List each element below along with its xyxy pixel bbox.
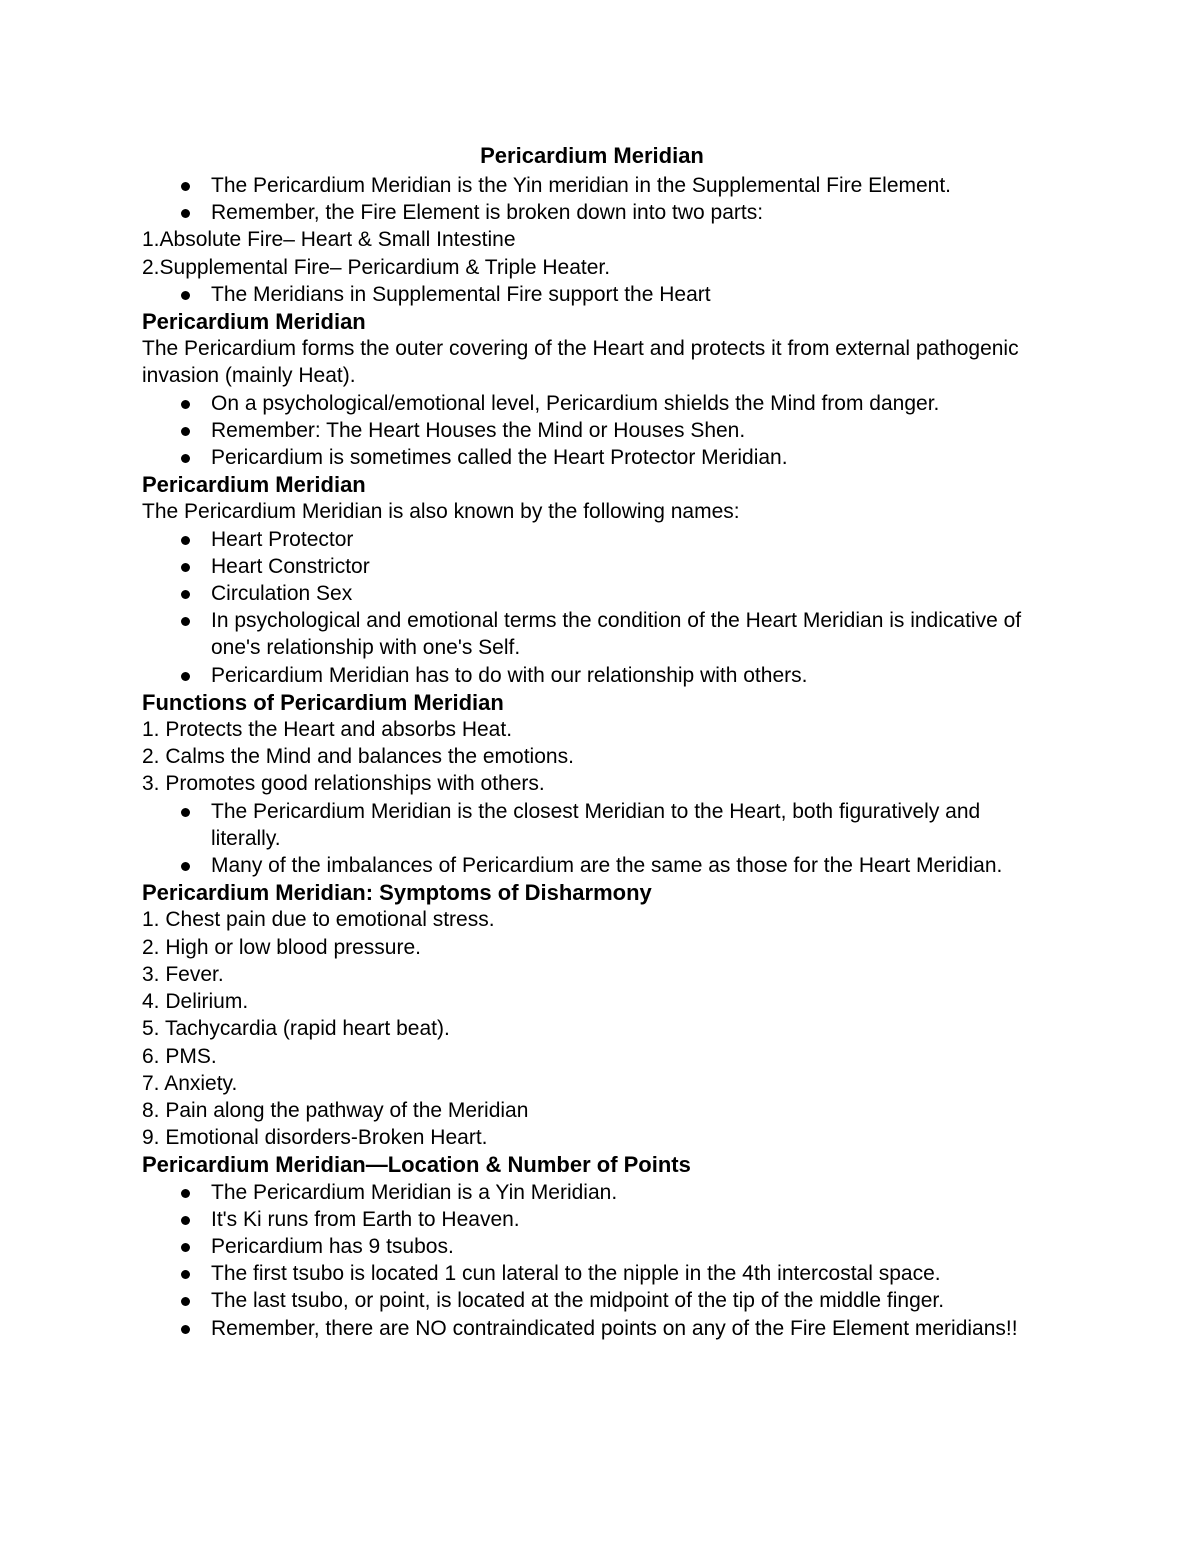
list-item-text: The last tsubo, or point, is located at the midpoint of the tip of the middle finger. bbox=[211, 1289, 945, 1313]
list-item bbox=[142, 417, 1042, 444]
intro-bullet-list-b bbox=[142, 281, 1042, 308]
numbered-line: 1. Protects the Heart and absorbs Heat. bbox=[142, 718, 513, 742]
numbered-line: 1. Chest pain due to emotional stress. bbox=[142, 908, 495, 932]
bullet-dot-icon bbox=[181, 808, 190, 817]
list-item-text: Pericardium Meridian has to do with our relationship with others. bbox=[211, 663, 808, 687]
section3-bullet-list bbox=[142, 526, 1042, 689]
bullet-dot-icon bbox=[181, 1216, 190, 1225]
list-item bbox=[142, 662, 1042, 689]
bullet-dot-icon bbox=[181, 291, 190, 300]
bullet-dot-icon bbox=[181, 1270, 190, 1279]
list-item-text: The Pericardium Meridian is the closest Meridian to the Heart, both figuratively and literally. bbox=[211, 799, 981, 850]
numbered-line: 8. Pain along the pathway of the Meridian bbox=[142, 1098, 529, 1122]
bullet-dot-icon bbox=[181, 400, 190, 409]
list-item bbox=[142, 281, 1042, 308]
bullet-dot-icon bbox=[181, 536, 190, 545]
document-page bbox=[142, 140, 1042, 1342]
page-title: Pericardium Meridian bbox=[480, 143, 704, 168]
numbered-line: 3. Promotes good relationships with others. bbox=[142, 772, 545, 796]
numbered-line: 2. Calms the Mind and balances the emotions. bbox=[142, 745, 574, 769]
list-item bbox=[142, 580, 1042, 607]
section-heading: Pericardium Meridian bbox=[142, 472, 366, 498]
list-item-text: The first tsubo is located 1 cun lateral to the nipple in the 4th intercostal space. bbox=[211, 1262, 941, 1286]
numbered-line: 4. Delirium. bbox=[142, 990, 249, 1014]
list-item-text: On a psychological/emotional level, Pericardium shields the Mind from danger. bbox=[211, 391, 940, 415]
list-item-text: Circulation Sex bbox=[211, 582, 353, 606]
list-item-text: Remember: The Heart Houses the Mind or Houses Shen. bbox=[211, 418, 746, 442]
list-item-text: In psychological and emotional terms the condition of the Heart Meridian is indicative of one's relationship with one's Self. bbox=[211, 609, 1022, 660]
list-item-text: The Pericardium Meridian is a Yin Meridian. bbox=[211, 1180, 618, 1204]
list-item-text: Remember, the Fire Element is broken down into two parts: bbox=[211, 201, 764, 225]
numbered-line: 3. Fever. bbox=[142, 962, 224, 986]
bullet-dot-icon bbox=[181, 1325, 190, 1334]
bullet-dot-icon bbox=[181, 454, 190, 463]
section-heading: Functions of Pericardium Meridian bbox=[142, 689, 504, 715]
list-item-text: The Pericardium Meridian is the Yin meridian in the Supplemental Fire Element. bbox=[211, 174, 952, 197]
list-item bbox=[142, 553, 1042, 580]
list-item bbox=[142, 852, 1042, 879]
section-paragraph: The Pericardium forms the outer covering of the Heart and protects it from external pathogenic invasion (mainly Heat). bbox=[142, 337, 1019, 388]
section-heading: Pericardium Meridian: Symptoms of Disharmony bbox=[142, 880, 652, 906]
list-item-text: Many of the imbalances of Pericardium are the same as those for the Heart Meridian. bbox=[211, 854, 1003, 878]
section6-bullet-list bbox=[142, 1179, 1042, 1342]
list-item bbox=[142, 1315, 1042, 1342]
list-item bbox=[142, 798, 1042, 852]
list-item-text: Pericardium is sometimes called the Heart Protector Meridian. bbox=[211, 446, 788, 470]
bullet-dot-icon bbox=[181, 1297, 190, 1306]
list-item bbox=[142, 172, 1042, 199]
bullet-dot-icon bbox=[181, 1243, 190, 1252]
list-item bbox=[142, 1260, 1042, 1287]
list-item-text: Heart Protector bbox=[211, 527, 354, 551]
list-item bbox=[142, 1179, 1042, 1206]
section4-bullet-list bbox=[142, 798, 1042, 880]
section-heading: Pericardium Meridian bbox=[142, 309, 366, 335]
numbered-line: 1.Absolute Fire– Heart & Small Intestine bbox=[142, 228, 516, 252]
bullet-dot-icon bbox=[181, 182, 190, 191]
numbered-line: 5. Tachycardia (rapid heart beat). bbox=[142, 1017, 450, 1041]
numbered-line: 2.Supplemental Fire– Pericardium & Triple Heater. bbox=[142, 255, 611, 279]
section-heading: Pericardium Meridian—Location & Number of Points bbox=[142, 1152, 691, 1178]
list-item bbox=[142, 607, 1042, 661]
numbered-line: 2. High or low blood pressure. bbox=[142, 935, 421, 959]
list-item-text: The Meridians in Supplemental Fire support the Heart bbox=[211, 282, 711, 306]
list-item-text: It's Ki runs from Earth to Heaven. bbox=[211, 1207, 520, 1231]
bullet-dot-icon bbox=[181, 590, 190, 599]
list-item bbox=[142, 390, 1042, 417]
bullet-dot-icon bbox=[181, 209, 190, 218]
list-item bbox=[142, 1206, 1042, 1233]
intro-bullet-list-a bbox=[142, 172, 1042, 226]
numbered-line: 7. Anxiety. bbox=[142, 1071, 238, 1095]
numbered-line: 6. PMS. bbox=[142, 1044, 217, 1068]
bullet-dot-icon bbox=[181, 1189, 190, 1198]
list-item bbox=[142, 199, 1042, 226]
list-item bbox=[142, 444, 1042, 471]
list-item-text: Remember, there are NO contraindicated points on any of the Fire Element meridians!! bbox=[211, 1316, 1018, 1340]
section-paragraph: The Pericardium Meridian is also known by the following names: bbox=[142, 500, 740, 524]
bullet-dot-icon bbox=[181, 862, 190, 871]
numbered-line: 9. Emotional disorders-Broken Heart. bbox=[142, 1126, 488, 1150]
section2-bullet-list bbox=[142, 390, 1042, 472]
bullet-dot-icon bbox=[181, 563, 190, 572]
bullet-dot-icon bbox=[181, 617, 190, 626]
list-item-text: Pericardium has 9 tsubos. bbox=[211, 1234, 454, 1258]
bullet-dot-icon bbox=[181, 427, 190, 436]
bullet-dot-icon bbox=[181, 672, 190, 681]
list-item-text: Heart Constrictor bbox=[211, 554, 370, 578]
list-item bbox=[142, 526, 1042, 553]
list-item bbox=[142, 1233, 1042, 1260]
list-item bbox=[142, 1287, 1042, 1314]
